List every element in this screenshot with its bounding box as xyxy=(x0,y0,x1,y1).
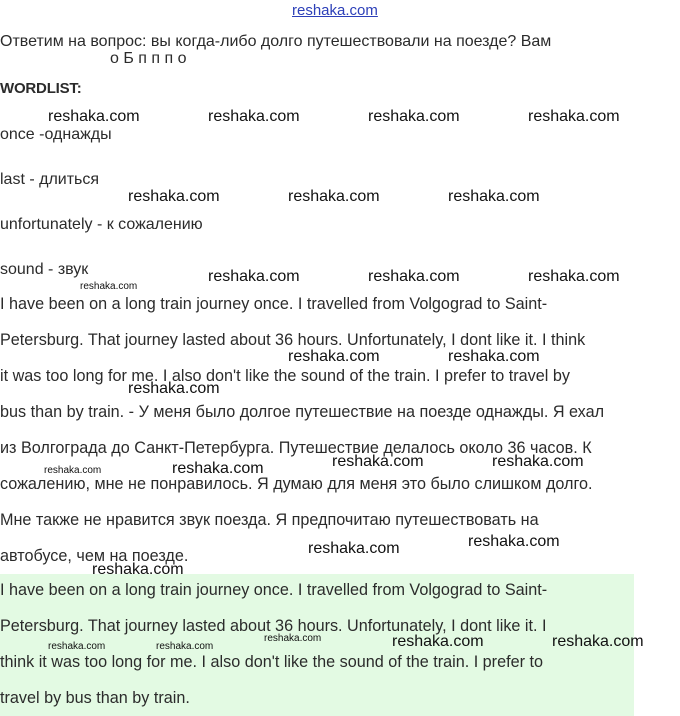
wordlist-title: WORDLIST: xyxy=(0,80,82,97)
question-cut-line: о Б п п п о xyxy=(110,50,187,67)
watermark: reshaka.com xyxy=(208,268,300,285)
watermark: reshaka.com xyxy=(528,268,620,285)
watermark: reshaka.com xyxy=(368,268,460,285)
watermark: reshaka.com xyxy=(468,533,560,550)
watermark: reshaka.com xyxy=(492,453,584,470)
answer-line: Petersburg. That journey lasted about 36 hours. Unfortunately, I dont like it. I think xyxy=(0,331,586,349)
watermark: reshaka.com xyxy=(448,188,540,205)
watermark: reshaka.com xyxy=(48,641,106,652)
watermark: reshaka.com xyxy=(528,108,620,125)
watermark: reshaka.com xyxy=(332,453,424,470)
watermark: reshaka.com xyxy=(92,561,184,578)
wordlist-item: unfortunately - к сожалению xyxy=(0,216,203,233)
watermark: reshaka.com xyxy=(368,108,460,125)
answer-line: из Волгограда до Санкт-Петербурга. Путешествие делалось около 36 часов. К xyxy=(0,439,592,457)
highlighted-answer-line: Petersburg. That journey lasted about 36 hours. Unfortunately, I dont like it. I xyxy=(0,617,547,635)
answer-line: I have been on a long train journey once. I travelled from Volgograd to Saint- xyxy=(0,295,548,313)
watermark: reshaka.com xyxy=(128,188,220,205)
answer-line: сожалению, мне не понравилось. Я думаю для меня это было слишком долго. xyxy=(0,475,593,493)
answer-line: it was too long for me. I also don't like the sound of the train. I prefer to travel by xyxy=(0,367,570,385)
watermark: reshaka.com xyxy=(392,633,484,650)
answer-line: автобусе, чем на поезде. xyxy=(0,547,189,565)
answer-line: Мне также не нравится звук поезда. Я предпочитаю путешествовать на xyxy=(0,511,539,529)
wordlist-item: last - длиться xyxy=(0,171,100,188)
answer-line: bus than by train. - У меня было долгое путешествие на поезде однажды. Я ехал xyxy=(0,403,605,421)
site-link[interactable]: reshaka.com xyxy=(292,2,378,19)
watermark: reshaka.com xyxy=(448,348,540,365)
question-text: Ответим на вопрос: вы когда-либо долго путешествовали на поезде? Вам xyxy=(0,33,552,50)
watermark: reshaka.com xyxy=(48,108,140,125)
watermark: reshaka.com xyxy=(80,281,138,292)
watermark: reshaka.com xyxy=(552,633,644,650)
watermark: reshaka.com xyxy=(128,380,220,397)
watermark: reshaka.com xyxy=(288,188,380,205)
watermark: reshaka.com xyxy=(288,348,380,365)
wordlist-item: once -однажды xyxy=(0,126,112,143)
watermark: reshaka.com xyxy=(44,465,102,476)
wordlist-item: sound - звук xyxy=(0,261,89,278)
watermark: reshaka.com xyxy=(308,540,400,557)
watermark: reshaka.com xyxy=(172,460,264,477)
highlighted-answer-line: I have been on a long train journey once. I travelled from Volgograd to Saint- xyxy=(0,581,548,599)
highlighted-answer-line: travel by bus than by train. xyxy=(0,689,190,707)
highlighted-answer-line: think it was too long for me. I also don't like the sound of the train. I prefer to xyxy=(0,653,543,671)
watermark: reshaka.com xyxy=(264,633,322,644)
watermark: reshaka.com xyxy=(208,108,300,125)
watermark: reshaka.com xyxy=(156,641,214,652)
